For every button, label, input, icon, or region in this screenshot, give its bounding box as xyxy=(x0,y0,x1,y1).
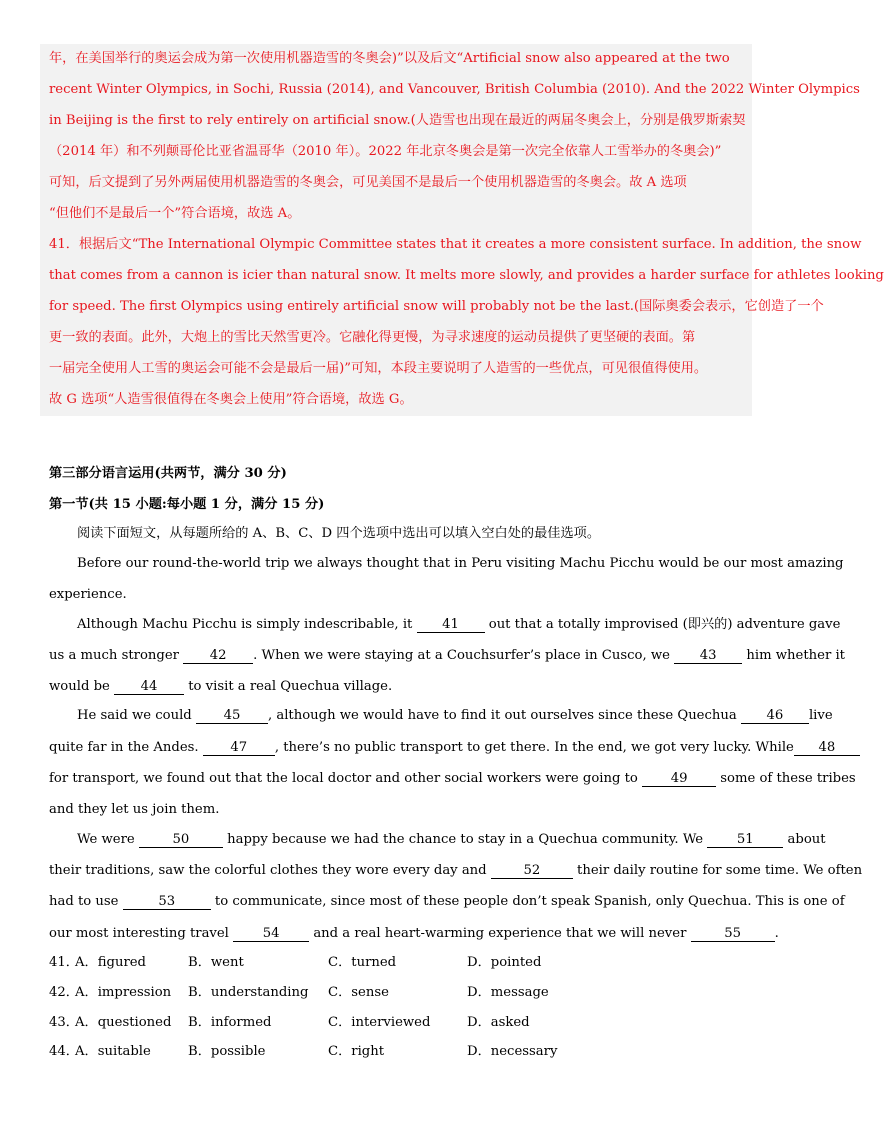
passage-text: out that a totally improvised (即兴的) adventure gave xyxy=(488,617,841,632)
blank-45: 45 xyxy=(196,708,268,724)
blank-41: 41 xyxy=(417,617,485,633)
option-d[interactable]: D．pointed xyxy=(467,955,542,970)
passage-line xyxy=(49,677,754,697)
blank-47: 47 xyxy=(203,740,275,756)
passage-text: their daily routine for some time. We often xyxy=(577,863,863,878)
passage-line xyxy=(77,706,833,726)
option-b[interactable]: B．informed xyxy=(188,1015,272,1030)
passage-text: had to use xyxy=(49,894,119,909)
instruction: 阅读下面短文，从每题所给的 A、B、C、D 四个选项中选出可以填入空白处的最佳选项。 xyxy=(77,526,601,541)
passage-text: happy because we had the chance to stay in a Quechua community. We xyxy=(227,832,704,847)
passage-line xyxy=(49,924,779,944)
explanation-line: 可知，后文提到了另外两届使用机器造雪的冬奥会，可见美国不是最后一个使用机器造雪的冬奥会。故 A 选项 xyxy=(49,175,687,190)
explanation-line: 更一致的表面。此外，大炮上的雪比天然雪更冷。它融化得更慢，为寻求速度的运动员提供了更坚硬的表面。第 xyxy=(49,330,696,345)
passage-line: experience. xyxy=(49,587,127,602)
explanation-line: 故 G 选项“人造雪很值得在冬奥会上使用”符合语境，故选 G。 xyxy=(49,392,413,407)
part-title: 第三部分语言运用(共两节，满分 30 分) xyxy=(49,466,287,481)
blank-43: 43 xyxy=(674,648,742,664)
passage-text: We were xyxy=(77,832,135,847)
option-b[interactable]: B．went xyxy=(188,955,244,970)
blank-52: 52 xyxy=(491,863,573,879)
explanation-line: 一届完全使用人工雪的奥运会可能不会是最后一届)”可知，本段主要说明了人造雪的一些优点，可见很值得使用。 xyxy=(49,361,708,376)
blank-55: 55 xyxy=(691,926,775,942)
passage-text: He said we could xyxy=(77,708,192,723)
passage-line xyxy=(49,769,856,789)
blank-42: 42 xyxy=(183,648,253,664)
passage-text: for transport, we found out that the local doctor and other social workers were going to xyxy=(49,771,638,786)
passage-text: , there’s no public transport to get there. In the end, we got very lucky. While xyxy=(274,740,794,755)
option-c[interactable]: C．right xyxy=(328,1044,385,1059)
explanation-line: recent Winter Olympics, in Sochi, Russia (2014), and Vancouver, British Columbia (2010). And the 2022 Winter Olympics xyxy=(49,82,860,97)
option-c[interactable]: C．turned xyxy=(328,955,397,970)
blank-54: 54 xyxy=(233,926,309,942)
option-a[interactable]: A．questioned xyxy=(75,1015,172,1030)
option-c[interactable]: C．sense xyxy=(328,985,389,1000)
passage-text: would be xyxy=(49,679,110,694)
passage-text: their traditions, saw the colorful clothes they wore every day and xyxy=(49,863,487,878)
explanation-line: （2014 年）和不列颠哥伦比亚省温哥华（2010 年）。2022 年北京冬奥会是第一次完全依靠人工雪举办的冬奥会)” xyxy=(49,144,722,159)
passage-text: . When we were staying at a Couchsurfer’s place in Cusco, we xyxy=(253,648,670,663)
passage-line: Before our round-the-world trip we always thought that in Peru visiting Machu Picchu would be our most amazing xyxy=(77,556,844,571)
explanation-line: in Beijing is the first to rely entirely on artificial snow.(人造雪也出现在最近的两届冬奥会上，分别是俄罗斯索契 xyxy=(49,113,746,128)
passage-text: some of these tribes xyxy=(720,771,856,786)
blank-44: 44 xyxy=(114,679,184,695)
passage-line xyxy=(49,861,863,881)
passage-line xyxy=(49,646,845,666)
passage-line xyxy=(49,892,845,912)
option-a[interactable]: A．impression xyxy=(75,985,172,1000)
blank-53: 53 xyxy=(123,894,211,910)
explanation-line: “但他们不是最后一个”符合语境，故选 A。 xyxy=(49,206,301,221)
passage-text: quite far in the Andes. xyxy=(49,740,199,755)
passage-text: to visit a real Quechua village. xyxy=(188,679,393,694)
passage-text: , although we would have to find it out ourselves since these Quechua xyxy=(267,708,737,723)
passage-text: about xyxy=(787,832,826,847)
option-a[interactable]: A．figured xyxy=(75,955,146,970)
explanation-line: that comes from a cannon is icier than natural snow. It melts more slowly, and provides a harder surface for athletes looking xyxy=(49,268,884,283)
blank-50: 50 xyxy=(139,832,223,848)
option-a[interactable]: A．suitable xyxy=(75,1044,151,1059)
passage-line xyxy=(77,830,826,850)
question-number: 41． xyxy=(49,955,79,970)
option-c[interactable]: C．interviewed xyxy=(328,1015,431,1030)
blank-48: 48 xyxy=(794,740,860,756)
passage-line xyxy=(77,615,841,635)
passage-text: live xyxy=(808,708,833,723)
section-subtitle: 第一节(共 15 小题:每小题 1 分，满分 15 分) xyxy=(49,497,325,512)
question-number: 42． xyxy=(49,985,79,1000)
option-d[interactable]: D．message xyxy=(467,985,549,1000)
option-b[interactable]: B．possible xyxy=(188,1044,266,1059)
passage-text: Although Machu Picchu is simply indescribable, it xyxy=(77,617,413,632)
option-d[interactable]: D．necessary xyxy=(467,1044,558,1059)
passage-text: to communicate, since most of these people don’t speak Spanish, only Quechua. This is one of xyxy=(214,894,845,909)
option-b[interactable]: B．understanding xyxy=(188,985,309,1000)
blank-46: 46 xyxy=(741,708,809,724)
passage-text: and a real heart-warming experience that we will never xyxy=(313,926,687,941)
passage-text: our most interesting travel xyxy=(49,926,229,941)
explanation-line: 41．根据后文“The International Olympic Committee states that it creates a more consistent surface. In addition, the snow xyxy=(49,237,862,252)
blank-49: 49 xyxy=(642,771,716,787)
passage-text: . xyxy=(774,926,779,941)
passage-line: and they let us join them. xyxy=(49,802,220,817)
question-number: 44． xyxy=(49,1044,79,1059)
passage-text: us a much stronger xyxy=(49,648,179,663)
passage-line xyxy=(49,738,836,758)
option-d[interactable]: D．asked xyxy=(467,1015,530,1030)
explanation-line: for speed. The first Olympics using entirely artificial snow will probably not be the last.(国际奥委会表示，它创造了一个 xyxy=(49,299,824,314)
question-number: 43． xyxy=(49,1015,79,1030)
passage-text: him whether it xyxy=(746,648,845,663)
blank-51: 51 xyxy=(707,832,783,848)
explanation-line: 年，在美国举行的奥运会成为第一次使用机器造雪的冬奥会)”以及后文“Artificial snow also appeared at the two xyxy=(49,51,730,66)
